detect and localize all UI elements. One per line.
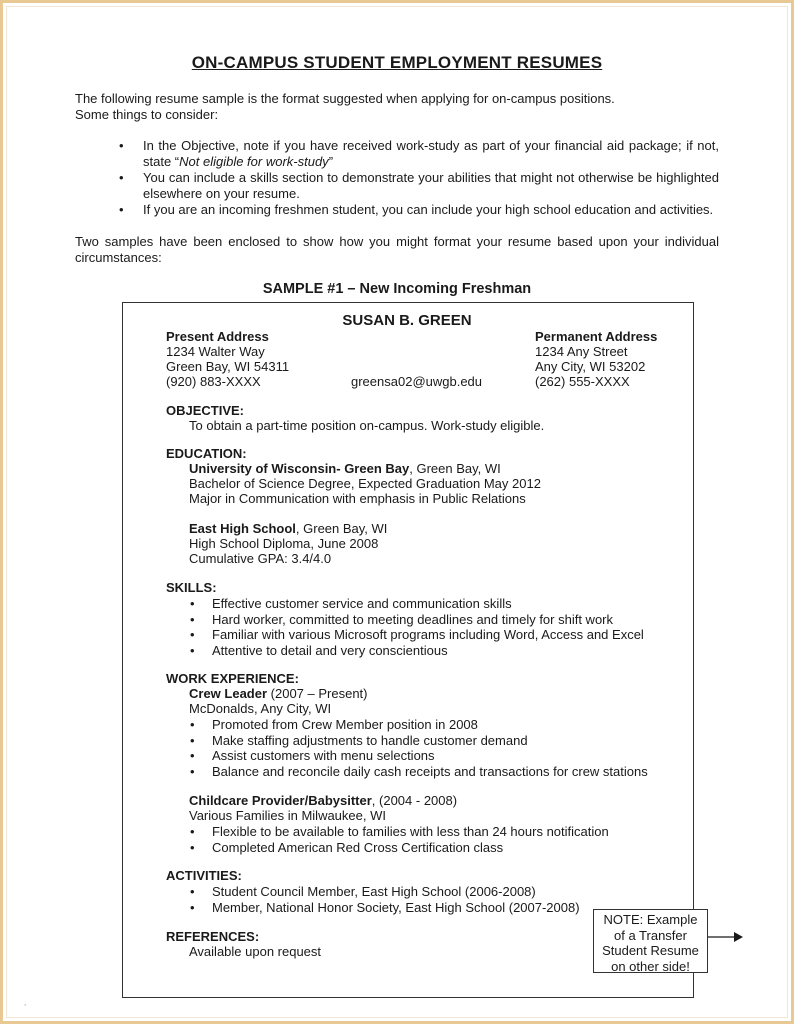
school-name: East High School: [189, 521, 296, 536]
present-phone: (920) 883-XXXX: [166, 374, 261, 389]
skill-item: • Familiar with various Microsoft programs including Word, Access and Excel: [190, 627, 644, 643]
job-duty: • Balance and reconcile daily cash receipts and transactions for crew stations: [190, 764, 648, 780]
activities-list: [190, 884, 580, 915]
activities-heading: ACTIVITIES:: [166, 868, 242, 883]
job-duties-list: [190, 717, 648, 779]
job-title-line: [189, 793, 457, 808]
permanent-phone: (262) 555-XXXX: [535, 374, 630, 389]
consideration-item: • If you are an incoming freshmen student, you can include your high school education and activities.: [119, 202, 719, 218]
sample-heading: SAMPLE #1 – New Incoming Freshman: [262, 281, 532, 297]
note-line: Student Resume: [602, 943, 699, 958]
samples-intro: Two samples have been enclosed to show how you might format your resume based upon your individual circumstances:: [75, 234, 719, 265]
page-mark: ,: [24, 998, 27, 1007]
major-line: Major in Communication with emphasis in Public Relations: [189, 491, 526, 506]
present-city: Green Bay, WI 54311: [166, 359, 290, 374]
intro-line: Some things to consider:: [75, 107, 219, 122]
activity-item: • Student Council Member, East High School (2006-2008): [190, 884, 580, 900]
activity-item: • Member, National Honor Society, East High School (2007-2008): [190, 900, 580, 916]
skill-item: • Effective customer service and communication skills: [190, 596, 644, 612]
job-dates: , (2004 - 2008): [371, 793, 458, 808]
job-duty: • Flexible to be available to families with less than 24 hours notification: [190, 824, 609, 840]
resume-name: SUSAN B. GREEN: [342, 312, 472, 329]
objective-text: To obtain a part-time position on-campus. Work-study eligible.: [189, 418, 545, 433]
consideration-item: [119, 138, 719, 170]
note-line: NOTE: Example: [603, 912, 698, 927]
note-line: of a Transfer: [614, 927, 687, 943]
job-duty: • Assist customers with menu selections: [190, 748, 648, 764]
consideration-text: ”: [328, 154, 334, 169]
permanent-city: Any City, WI 53202: [535, 359, 646, 374]
considerations-list: [119, 138, 719, 218]
education-heading: EDUCATION:: [166, 446, 247, 461]
note-line: on other side!: [611, 958, 690, 974]
intro-line: The following resume sample is the format suggested when applying for on-campus positions.: [75, 91, 615, 106]
school-line: [189, 461, 501, 476]
present-street: 1234 Walter Way: [166, 344, 265, 359]
school-location: , Green Bay, WI: [295, 521, 388, 536]
job-title-line: [189, 686, 368, 701]
present-address-heading: Present Address: [166, 329, 269, 344]
job-duty: • Promoted from Crew Member position in 2008: [190, 717, 648, 733]
school-name: University of Wisconsin- Green Bay: [189, 461, 410, 476]
gpa-line: Cumulative GPA: 3.4/4.0: [189, 551, 332, 566]
references-text: Available upon request: [189, 944, 322, 959]
permanent-street: 1234 Any Street: [535, 344, 628, 359]
job-duties-list: [190, 824, 609, 855]
job-duty: • Make staffing adjustments to handle customer demand: [190, 733, 648, 749]
degree-line: Bachelor of Science Degree, Expected Graduation May 2012: [189, 476, 541, 491]
consideration-item: • You can include a skills section to demonstrate your abilities that might not otherwise be highlighted elsewhere on your resume.: [119, 170, 719, 202]
job-employer: McDonalds, Any City, WI: [189, 701, 332, 716]
right-arrow-icon: [708, 930, 744, 944]
consideration-italic: Not eligible for work-study: [179, 154, 329, 169]
intro: [75, 91, 615, 123]
skills-heading: SKILLS:: [166, 580, 217, 595]
email: greensa02@uwgb.edu: [351, 374, 483, 389]
page-title: ON-CAMPUS STUDENT EMPLOYMENT RESUMES: [191, 53, 603, 72]
job-dates: (2007 – Present): [267, 686, 368, 701]
diploma-line: High School Diploma, June 2008: [189, 536, 379, 551]
permanent-address-heading: Permanent Address: [535, 329, 658, 344]
work-heading: WORK EXPERIENCE:: [166, 671, 299, 686]
references-heading: REFERENCES:: [166, 929, 260, 944]
objective-heading: OBJECTIVE:: [166, 403, 245, 418]
skills-list: [190, 596, 644, 658]
skill-item: • Attentive to detail and very conscientious: [190, 643, 644, 659]
school-location: , Green Bay, WI: [409, 461, 501, 476]
school-line: [189, 521, 387, 536]
transfer-note-box: [593, 909, 708, 973]
job-title: Childcare Provider/Babysitter: [189, 793, 372, 808]
job-title: Crew Leader: [189, 686, 268, 701]
job-duty: • Completed American Red Cross Certification class: [190, 840, 609, 856]
skill-item: • Hard worker, committed to meeting deadlines and timely for shift work: [190, 612, 644, 628]
job-employer: Various Families in Milwaukee, WI: [189, 808, 386, 823]
consideration-text: In the Objective, note if you have received work-study as part of your financial aid package; if not, state “: [143, 138, 719, 169]
